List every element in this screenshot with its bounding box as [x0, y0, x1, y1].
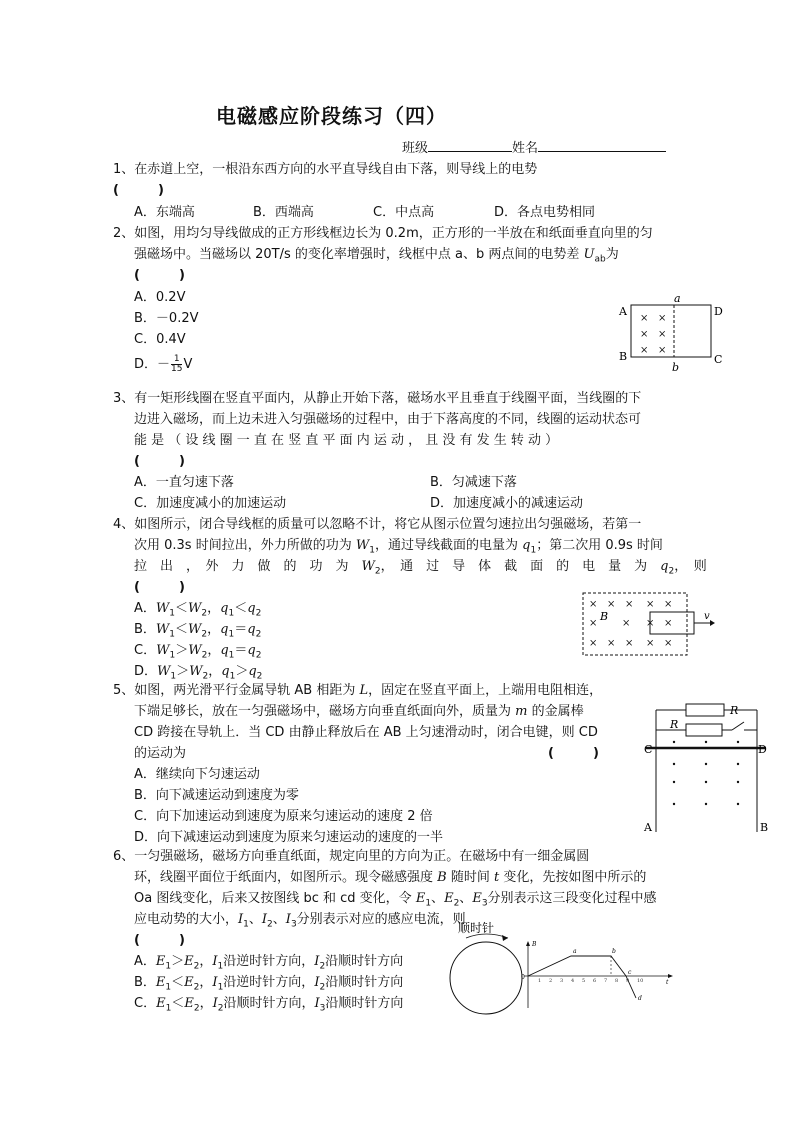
- q5-stem-line1: 5、如图，两光滑平行金属导轨 AB 相距为 L，固定在竖直平面上，上端用电阻相连，: [113, 683, 603, 698]
- q1-option-a[interactable]: A．东端高: [134, 205, 195, 220]
- q2-label-B: B: [619, 350, 628, 363]
- q6-figure-graph: [516, 938, 676, 1017]
- q6-origin: 0: [521, 974, 525, 981]
- q4-stem-line2: 次用 0.3s 时间拉出，外力所做的功为 $W_1$，通过导线截面的电量为 $q_1$；第二次用 0.9s 时间: [134, 538, 663, 556]
- q6-axis-t: t: [666, 979, 669, 986]
- name-label: 姓名: [512, 141, 539, 156]
- svg-text:×: ×: [646, 618, 655, 629]
- q2-option-b[interactable]: B．－0.2V: [134, 311, 199, 326]
- q5-label-B: B: [760, 821, 769, 834]
- svg-text:9: 9: [626, 978, 630, 984]
- q2-label-C: C: [714, 353, 723, 366]
- svg-text:×: ×: [589, 618, 598, 629]
- q4-option-c[interactable]: C．$W_1>W_2$，$q_1=q_2$: [134, 643, 262, 661]
- student-info: [402, 137, 666, 156]
- q5-label-R1: R: [730, 704, 739, 717]
- svg-text:×: ×: [664, 618, 673, 629]
- q3-option-d[interactable]: D．加速度减小的减速运动: [430, 496, 584, 511]
- svg-text:2: 2: [549, 978, 553, 984]
- svg-text:×: ×: [625, 638, 634, 649]
- svg-text:×: ×: [664, 599, 673, 610]
- q6-option-a[interactable]: A．$E_1>E_2$，$I_1$沿逆时针方向，$I_2$沿顺时针方向: [134, 954, 404, 972]
- q5-stem-line3: CD 跨接在导轨上．当 CD 由静止释放后在 AB 上匀速滑动时，闭合电键，则 CD: [134, 725, 598, 740]
- svg-text:3: 3: [560, 978, 564, 984]
- q2-stem-line2: 强磁场中。当磁场以 20T/s 的变化率增强时，线框中点 a、b 两点间的电势差 $U_{ab}$为: [134, 247, 619, 265]
- q5-answer-blank[interactable]: ( ): [548, 746, 599, 761]
- svg-text:8: 8: [615, 978, 619, 984]
- q6-option-c[interactable]: C．$E_1<E_2$，$I_2$沿顺时针方向，$I_3$沿顺时针方向: [134, 996, 404, 1014]
- svg-text:×: ×: [640, 345, 649, 356]
- page-title: 电磁感应阶段练习（四）: [216, 104, 447, 128]
- q3-option-b[interactable]: B．匀减速下落: [430, 475, 517, 490]
- class-field[interactable]: [428, 139, 512, 152]
- q5-label-R2: R: [670, 718, 679, 731]
- q4-label-B: B: [600, 610, 609, 623]
- q2-option-c[interactable]: C．0.4V: [134, 332, 186, 347]
- name-field[interactable]: [538, 139, 666, 152]
- q6-ring-label: 顺时针: [458, 921, 495, 935]
- svg-text:×: ×: [589, 599, 598, 610]
- q2-stem-line1: 2、如图，用均匀导线做成的正方形线框边长为 0.2m，正方形的一半放在和纸面垂直向里的匀: [113, 226, 653, 241]
- q2-label-D: D: [714, 305, 723, 318]
- q6-stem-line2: 环，线圈平面位于纸面内，如图所示。现令磁感强度 B 随时间 t 变化，先按如图中所示的: [134, 870, 647, 885]
- q5-option-a[interactable]: A．继续向下匀速运动: [134, 767, 260, 782]
- svg-text:5: 5: [582, 978, 586, 984]
- svg-text:×: ×: [646, 638, 655, 649]
- q4-stem-line1: 4、如图所示，闭合导线框的质量可以忽略不计，将它从图示位置匀速拉出匀强磁场，若第一: [113, 517, 642, 532]
- q6-point-c: c: [628, 969, 632, 976]
- q3-option-a[interactable]: A．一直匀速下落: [134, 475, 234, 490]
- svg-text:×: ×: [658, 313, 667, 324]
- q5-option-c[interactable]: C．向下加速运动到速度为原来匀速运动的速度 2 倍: [134, 809, 433, 824]
- svg-text:×: ×: [640, 329, 649, 340]
- svg-text:×: ×: [658, 329, 667, 340]
- q3-option-c[interactable]: C．加速度减小的加速运动: [134, 496, 287, 511]
- svg-text:×: ×: [640, 313, 649, 324]
- q6-answer-blank[interactable]: ( ): [134, 933, 185, 948]
- q5-label-A: A: [644, 821, 652, 834]
- q3-stem-line2: 边进入磁场，而上边未进入匀强磁场的过程中，由于下落高度的不同，线圈的运动状态可: [134, 412, 642, 427]
- svg-text:×: ×: [664, 638, 673, 649]
- q2-label-b: b: [672, 361, 680, 373]
- q2-label-A: A: [619, 305, 627, 318]
- q3-stem-line1: 3、有一矩形线圈在竖直平面内，从静止开始下落，磁场水平且垂直于线圈平面，当线圈的下: [113, 391, 642, 406]
- q5-stem-line2: 下端足够长，放在一匀强磁场中，磁场方向垂直纸面向外，质量为 m 的金属棒: [134, 704, 584, 719]
- q1-answer-blank[interactable]: ( ): [113, 183, 164, 198]
- q6-stem-line3: Oa 图线变化，后来又按图线 bc 和 cd 变化，令 $E_1$、$E_2$、$E_3$分别表示这三段变化过程中感: [134, 891, 657, 909]
- q2-option-d[interactable]: D．－ $\frac{1}{15}$ V: [134, 354, 193, 374]
- svg-text:4: 4: [571, 978, 575, 984]
- q6-axis-B: B: [532, 941, 537, 948]
- q2-figure-square-frame: [616, 293, 731, 377]
- svg-text:×: ×: [646, 599, 655, 610]
- q1-option-b[interactable]: B．西端高: [253, 205, 314, 220]
- q2-answer-blank[interactable]: ( ): [134, 268, 185, 283]
- q4-option-d[interactable]: D．$W_1>W_2$，$q_1>q_2$: [134, 664, 263, 682]
- q4-figure-wire-frame: [580, 590, 715, 664]
- q5-option-d[interactable]: D．向下减速运动到速度为原来匀速运动的速度的一半: [134, 830, 444, 845]
- q6-stem-line4: 应电动势的大小，$I_1$、$I_2$、$I_3$分别表示对应的感应电流，则: [134, 912, 466, 930]
- svg-text:×: ×: [625, 599, 634, 610]
- q6-point-a: a: [573, 948, 577, 955]
- q5-stem-line4: 的运动为: [134, 746, 187, 761]
- q1-option-c[interactable]: C．中点高: [373, 205, 435, 220]
- q6-point-b: b: [612, 948, 616, 955]
- svg-text:×: ×: [658, 345, 667, 356]
- svg-text:×: ×: [589, 638, 598, 649]
- q6-point-d: d: [638, 995, 642, 1002]
- q6-option-b[interactable]: B．$E_1<E_2$，$I_1$沿逆时针方向，$I_2$沿顺时针方向: [134, 975, 404, 993]
- q6-stem-line1: 6、一匀强磁场，磁场方向垂直纸面，规定向里的方向为正。在磁场中有一细金属圆: [113, 849, 590, 864]
- q4-stem-line3: 拉 出 ， 外 力 做 的 功 为 $W_2$， 通 过 导 体 截 面 的 电 量 为 $q_2$， 则: [134, 559, 707, 577]
- q5-label-C: C: [644, 743, 653, 756]
- q5-figure-rails-circuit: [640, 690, 770, 844]
- svg-text:×: ×: [607, 599, 616, 610]
- q1-stem: 1、在赤道上空，一根沿东西方向的水平直导线自由下落，则导线上的电势: [113, 162, 538, 177]
- q4-option-b[interactable]: B．$W_1<W_2$，$q_1=q_2$: [134, 622, 262, 640]
- q2-label-a: a: [674, 293, 681, 305]
- svg-text:6: 6: [593, 978, 597, 984]
- q3-answer-blank[interactable]: ( ): [134, 454, 185, 469]
- q4-option-a[interactable]: A．$W_1<W_2$，$q_1<q_2$: [134, 601, 262, 619]
- q5-label-D: D: [758, 743, 767, 756]
- svg-text:×: ×: [607, 638, 616, 649]
- svg-text:10: 10: [637, 978, 644, 984]
- q1-option-d[interactable]: D．各点电势相同: [494, 205, 596, 220]
- class-label: 班级: [402, 141, 429, 156]
- q2-option-a[interactable]: A．0.2V: [134, 290, 186, 305]
- svg-text:1: 1: [538, 978, 542, 984]
- svg-text:×: ×: [622, 618, 631, 629]
- q3-stem-line3: 能 是 （ 设 线 圈 一 直 在 竖 直 平 面 内 运 动 ， 且 没 有 发 生 转 动 ）: [134, 433, 559, 448]
- q4-label-v: v: [704, 611, 710, 622]
- q4-answer-blank[interactable]: ( ): [134, 580, 185, 595]
- q5-option-b[interactable]: B．向下减速运动到速度为零: [134, 788, 299, 803]
- svg-text:7: 7: [604, 978, 608, 984]
